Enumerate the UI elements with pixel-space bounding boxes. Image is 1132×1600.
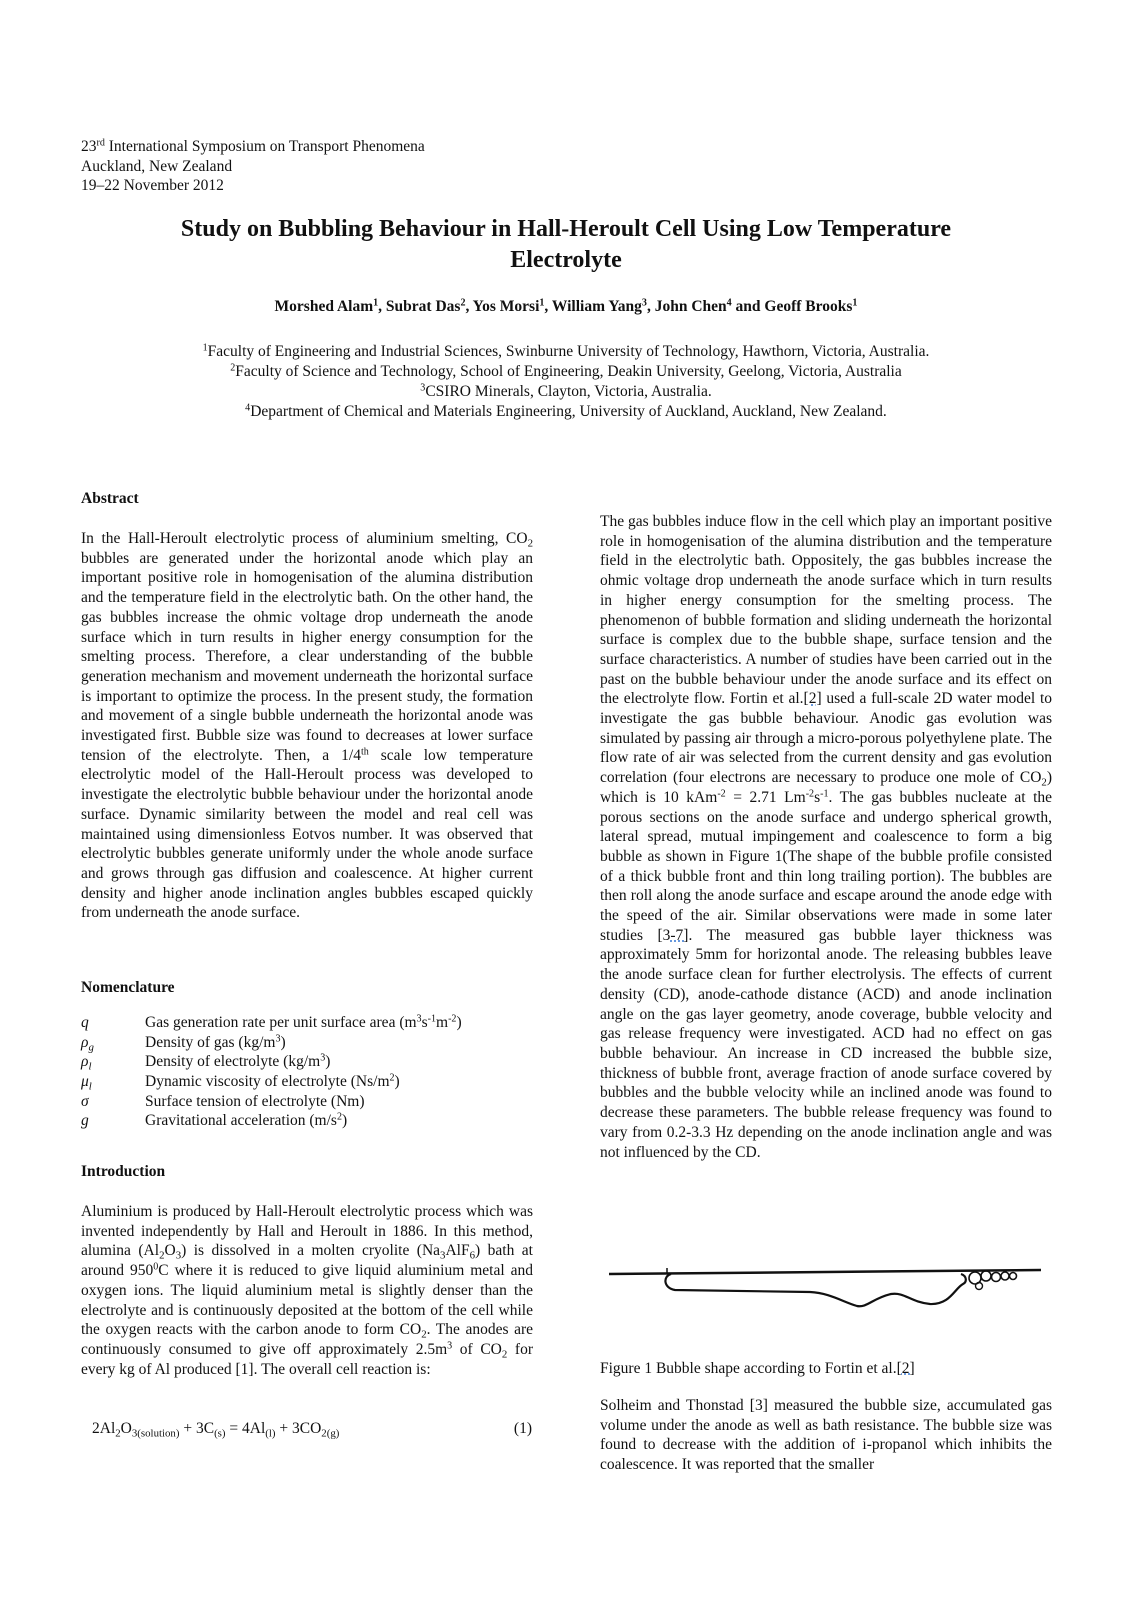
citation-link[interactable]: [2] [896, 1360, 915, 1377]
nomenclature-item: $\rho_l$ Density of electrolyte $(kg/m^3)$ [81, 1052, 331, 1073]
author: Morshed Alam$^1$, [274, 297, 386, 315]
citation-link[interactable]: [2] [803, 690, 822, 708]
equation-body: $2Al_2O_{3(solution)} + 3C_{(s)} = 4Al_{(l)} + 3CO_{2(g)}$ [92, 1420, 340, 1440]
conference-name: 23rd International Symposium on Transport Phenomena [81, 137, 425, 155]
equation-1 [92, 1420, 532, 1438]
conference-dates: 19–22 November 2012 [81, 177, 224, 194]
nomenclature-item: $\rho_g$ Density of gas $(kg/m^3)$ [81, 1033, 286, 1053]
equation-number: (1) [513, 1420, 532, 1437]
author: John Chen$^4$ and [654, 297, 765, 315]
affiliation: $^2$Faculty of Science and Technology, School of Engineering, Deakin University, Geelong, Victoria, Australia [230, 362, 902, 380]
abstract-heading: Abstract [81, 490, 139, 507]
introduction-body: Aluminium is produced by Hall-Heroult electrolytic process which was invented independently by Hall and Heroult in 1886. In this method, alumina $(Al_2O_3)$ is dissolved in a molten cryolite $(Na_3AlF_6)$ bath at around $950^0C$ where it is reduced to give liquid aluminium metal and oxygen ions. The liquid aluminium metal is slightly denser than the electrolyte and is continuously deposited at the bottom of the cell while the oxygen reacts with the carbon anode to form $CO_2$. The anodes are continuously consumed to give off approximately $2.5m^3$ of $CO_2$ for every kg of Al produced [1]. The overall cell reaction is: [81, 1203, 533, 1378]
affiliation: $^3$CSIRO Minerals, Clayton, Victoria, Australia. [420, 382, 712, 400]
citation-link[interactable]: -7] [670, 926, 689, 944]
paper-title: Study on Bubbling Behaviour in Hall-Heroult Cell Using Low Temperature Electrolyte [180, 216, 952, 273]
conference-location: Auckland, New Zealand [81, 157, 233, 175]
right-column-body: The gas bubbles induce flow in the cell which play an important positive role in homogenisation of the alumina distribution and the temperature field in the electrolytic bath. Oppositely, the gas bubbles increase the ohmic voltage drop underneath the anode surface which in turn results in higher energy consumption for the smelting process. The phenomenon of bubble formation and sliding underneath the horizontal surface is complex due to the bubble shape, surface tension and the surface characteristics. A number of studies have been carried out in the past on the bubble behaviour under the anode surface and its effect on the electrolyte flow. Fortin et al.[2] used a full-scale 2D water model to investigate the gas bubble behaviour. Anodic gas evolution was simulated by passing air through a micro-porous polyethylene plate. The flow rate of air was selected from the current density and gas evolution correlation (four electrons are necessary to produce one mole of $CO_2$) which is 10 kAm$^{-2}$ = 2.71 $Lm^{-2}s^{-1}$. The gas bubbles nucleate at the porous sections on the anode surface and undergo spherical growth, lateral spread, mutual impingement and coalescence to form a big bubble as shown in Figure 1(The shape of the bubble profile consisted of a thick bubble front and thin long trailing portion). The bubbles are then roll along the anode surface and escape around the anode edge with the speed of the air. Similar observations were made in some later studies [3-7]. The measured gas bubble layer thickness was approximately 5mm for horizontal anode. The releasing bubbles leave the anode surface clean for further electrolysis. The effects of current density (CD), anode-cathode distance (ACD) and anode inclination angle on the gas layer geometry, anode coverage, bubble velocity and gas release frequency were investigated. ACD had no effect on gas bubble behaviour. An increase in CD increased the bubble size, thickness of bubble front, average fraction of anode surface covered by bubbles and the bubble velocity while an inclined anode was found to decrease these parameters. The bubble release frequency was found to vary from 0.2-3.3 Hz depending on the anode inclination angle and was not influenced by the CD. [600, 513, 1053, 1161]
figure-1-caption: Figure 1 Bubble shape according to Fortin et al.[2] [600, 1360, 915, 1377]
nomenclature-item: σ Surface tension of electrolyte (Nm) [81, 1092, 365, 1110]
abstract-body: In the Hall-Heroult electrolytic process of aluminium smelting, $CO_2$ bubbles are generated under the horizontal anode which play an important positive role in homogenisation of the alumina distribution and the temperature field in the electrolytic bath. On the other hand, the gas bubbles increase the ohmic voltage drop underneath the anode surface which in turn results in higher energy consumption for the smelting process. Therefore, a clear understanding of the bubble generation mechanism and movement underneath the horizontal surface is important to optimize the process. In the present study, the formation and movement of a single bubble underneath the horizontal anode was investigated first. Bubble size was found to decreases at lower surface tension of the electrolyte. Then, a 1/4th scale low temperature electrolytic model of the Hall-Heroult process was developed to investigate the electrolytic bubble behaviour under the horizontal anode surface. Dynamic similarity between the model and real cell was maintained using dimensionless Eotvos number. It was observed that electrolytic bubbles generate uniformly under the whole anode surface and grows through gas diffusion and coalescence. At higher current density and higher anode inclination angles bubbles escaped quickly from underneath the anode surface. [81, 530, 533, 922]
author: William Yang$^3$, [551, 297, 655, 315]
conference-info [81, 137, 425, 196]
nomenclature-item: g Gravitational acceleration $(m/s^2)$ [81, 1111, 348, 1130]
figure-1-bubble-shape [605, 1262, 1045, 1332]
affiliation-list [100, 342, 1032, 422]
affiliation: $^4$Department of Chemical and Materials Engineering, University of Auckland, Auckland, New Zealand. [245, 402, 887, 420]
introduction-heading: Introduction [81, 1163, 166, 1180]
author: Subrat Das$^2$, [385, 297, 473, 315]
nomenclature-item: $\mu_l$ Dynamic viscosity of electrolyte $(Ns/m^2)$ [81, 1072, 400, 1093]
author: Geoff Brooks$^1$ [764, 297, 858, 315]
author-list [100, 298, 1032, 316]
nomenclature-heading: Nomenclature [81, 979, 175, 996]
right-column-paragraph-2: Solheim and Thonstad [3] measured the bubble size, accumulated gas volume under the anode as well as bath resistance. The bubble size was found to decrease with the addition of i-propanol which inhibits the coalescence. It was reported that the smaller [600, 1397, 1052, 1474]
author: Yos Morsi$^1$, [472, 297, 552, 315]
nomenclature-item: q Gas generation rate per unit surface area $(m^3s^{-1}m^{-2})$ [81, 1013, 462, 1031]
affiliation: $^1$Faculty of Engineering and Industrial Sciences, Swinburne University of Technology, Hawthorn, Victoria, Australia. [202, 342, 930, 360]
nomenclature-list [81, 1013, 462, 1131]
